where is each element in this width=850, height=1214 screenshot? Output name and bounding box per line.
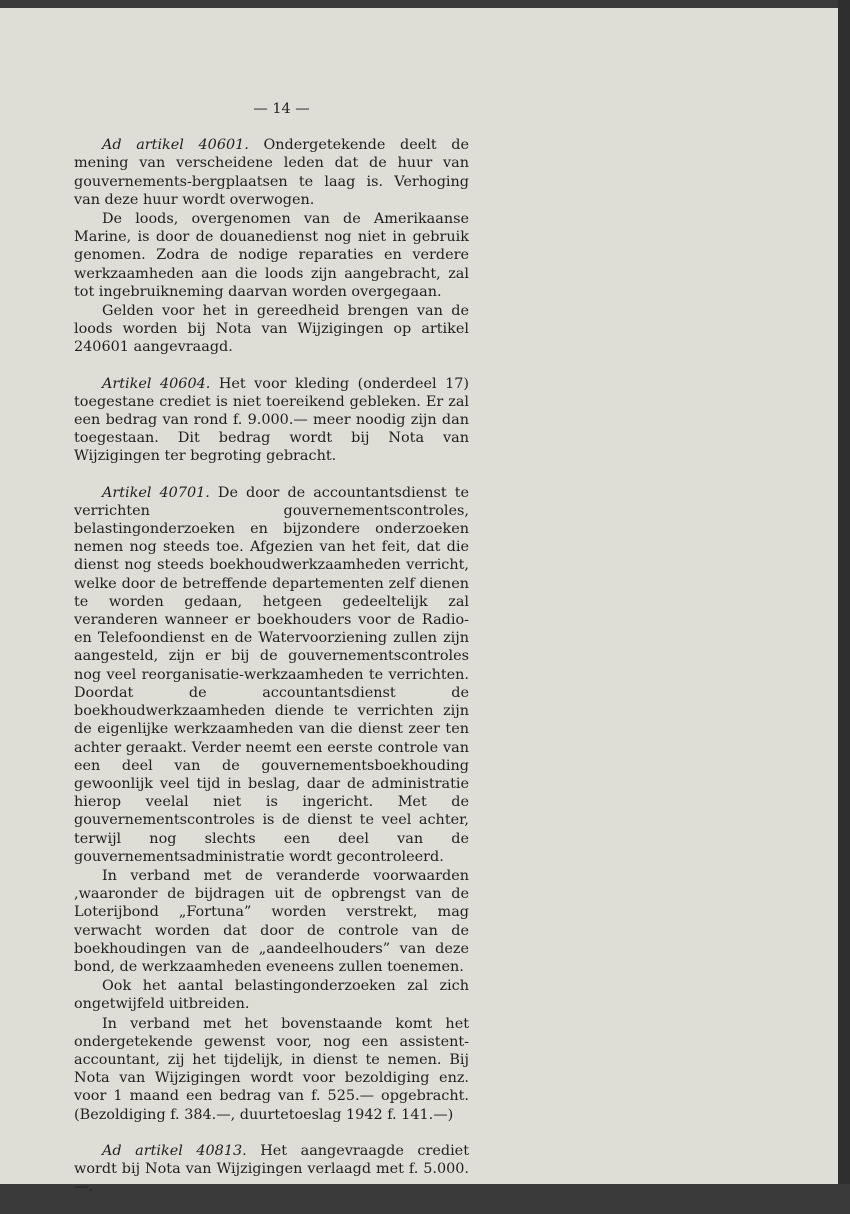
paragraph-text: Ondergetekende deelt de mening van verscheidene leden dat de huur van gouvernements-bergplaatsen te laag is. Verhoging van deze huur wordt overwogen.: [74, 137, 469, 208]
page-number: — 14 —: [253, 101, 310, 117]
document-page: [0, 8, 838, 1196]
section-artikel-40701: [74, 484, 469, 1124]
paragraph-text: Het aangevraagde crediet wordt bij Nota van Wijzigingen verlaagd met f. 5.000.—.: [74, 1142, 469, 1196]
paragraph: [74, 136, 469, 209]
paragraph: [74, 375, 469, 466]
section-artikel-40604: [74, 375, 469, 466]
paragraph-text: Het voor kleding (onderdeel 17) toegestane crediet is niet toereikend gebleken. Er zal een bedrag van rond f. 9.000.— meer noodig zijn dan toegestaan. Dit bedrag wordt bij Nota van Wijzigingen ter begroting gebracht.: [74, 375, 469, 465]
paragraph: De loods, overgenomen van de Amerikaanse Marine, is door de douanedienst nog niet in gebruik genomen. Zodra de nodige reparaties en verdere werkzaamheden aan die loods zijn aangebracht, zal tot ingebruikneming daarvan worden overgegaan.: [74, 211, 469, 300]
paragraph-text: De door de accountantsdienst te verrichten gouvernementscontroles, belastingonderzoeken en bijzondere onderzoeken nemen nog steeds toe. Afgezien van het feit, dat die dienst nog steeds boekhoudwerkzaamheden verricht, welke door de betreffende departementen zelf dienen te worden gedaan, hetgeen gedeeltelijk zal veranderen wanneer er boekhouders voor de Radio- en Telefoondienst en de Watervoorziening zullen zijn aangesteld, zijn er bij de gouvernementscontroles nog veel reorganisatie-werkzaamheden te verrichten. Doordat de accountantsdienst de boekhoudwerkzaamheden diende te verrichten zijn de eigenlijke werkzaamheden van die dienst zeer ten achter geraakt. Verder neemt een eerste controle van een deel van de gouvernementsboekhouding gewoonlijk veel tijd in beslag, daar de administratie hierop veelal niet is ingericht. Met de gouvernementscontroles is de dienst te veel achter, terwijl nog slechts een deel van de gouvernementsadministratie wordt gecontroleerd.: [74, 484, 469, 865]
paragraph: Gelden voor het in gereedheid brengen van de loods worden bij Nota van Wijzigingen op artikel 240601 aangevraagd.: [74, 303, 469, 356]
paragraph: In verband met het bovenstaande komt het ondergetekende gewenst voor, nog een assistent-accountant, zij het tijdelijk, in dienst te nemen. Bij Nota van Wijzigingen wordt voor bezoldiging enz. voor 1 maand een bedrag van f. 525.— opgebracht. (Bezoldiging f. 384.—, duurtetoeslag 1942 f. 141.—): [74, 1015, 469, 1123]
section-ad-artikel-40601: [74, 136, 469, 356]
section-heading: Ad artikel 40601.: [102, 137, 249, 154]
scan-edge: [838, 0, 850, 1184]
paragraph: Ook het aantal belastingonderzoeken zal zich ongetwijfeld uitbreiden.: [74, 978, 469, 1013]
paragraph: [74, 484, 469, 866]
section-ad-artikel-40813: [74, 1142, 469, 1197]
text-column: [74, 100, 469, 1214]
section-heading: Artikel 40604.: [102, 375, 211, 392]
section-heading: Artikel 40701.: [102, 484, 210, 501]
paragraph: In verband met de veranderde voorwaarden ,waaronder de bijdragen uit de opbrengst van de Loterijbond „Fortuna” worden verstrekt, mag verwacht worden dat door de controle van de boekhoudingen van de „aandeelhouders” van deze bond, de werkzaamheden eveneens zullen toenemen.: [74, 867, 469, 975]
section-heading: Ad artikel 40813.: [102, 1142, 247, 1159]
paragraph: [74, 1142, 469, 1197]
